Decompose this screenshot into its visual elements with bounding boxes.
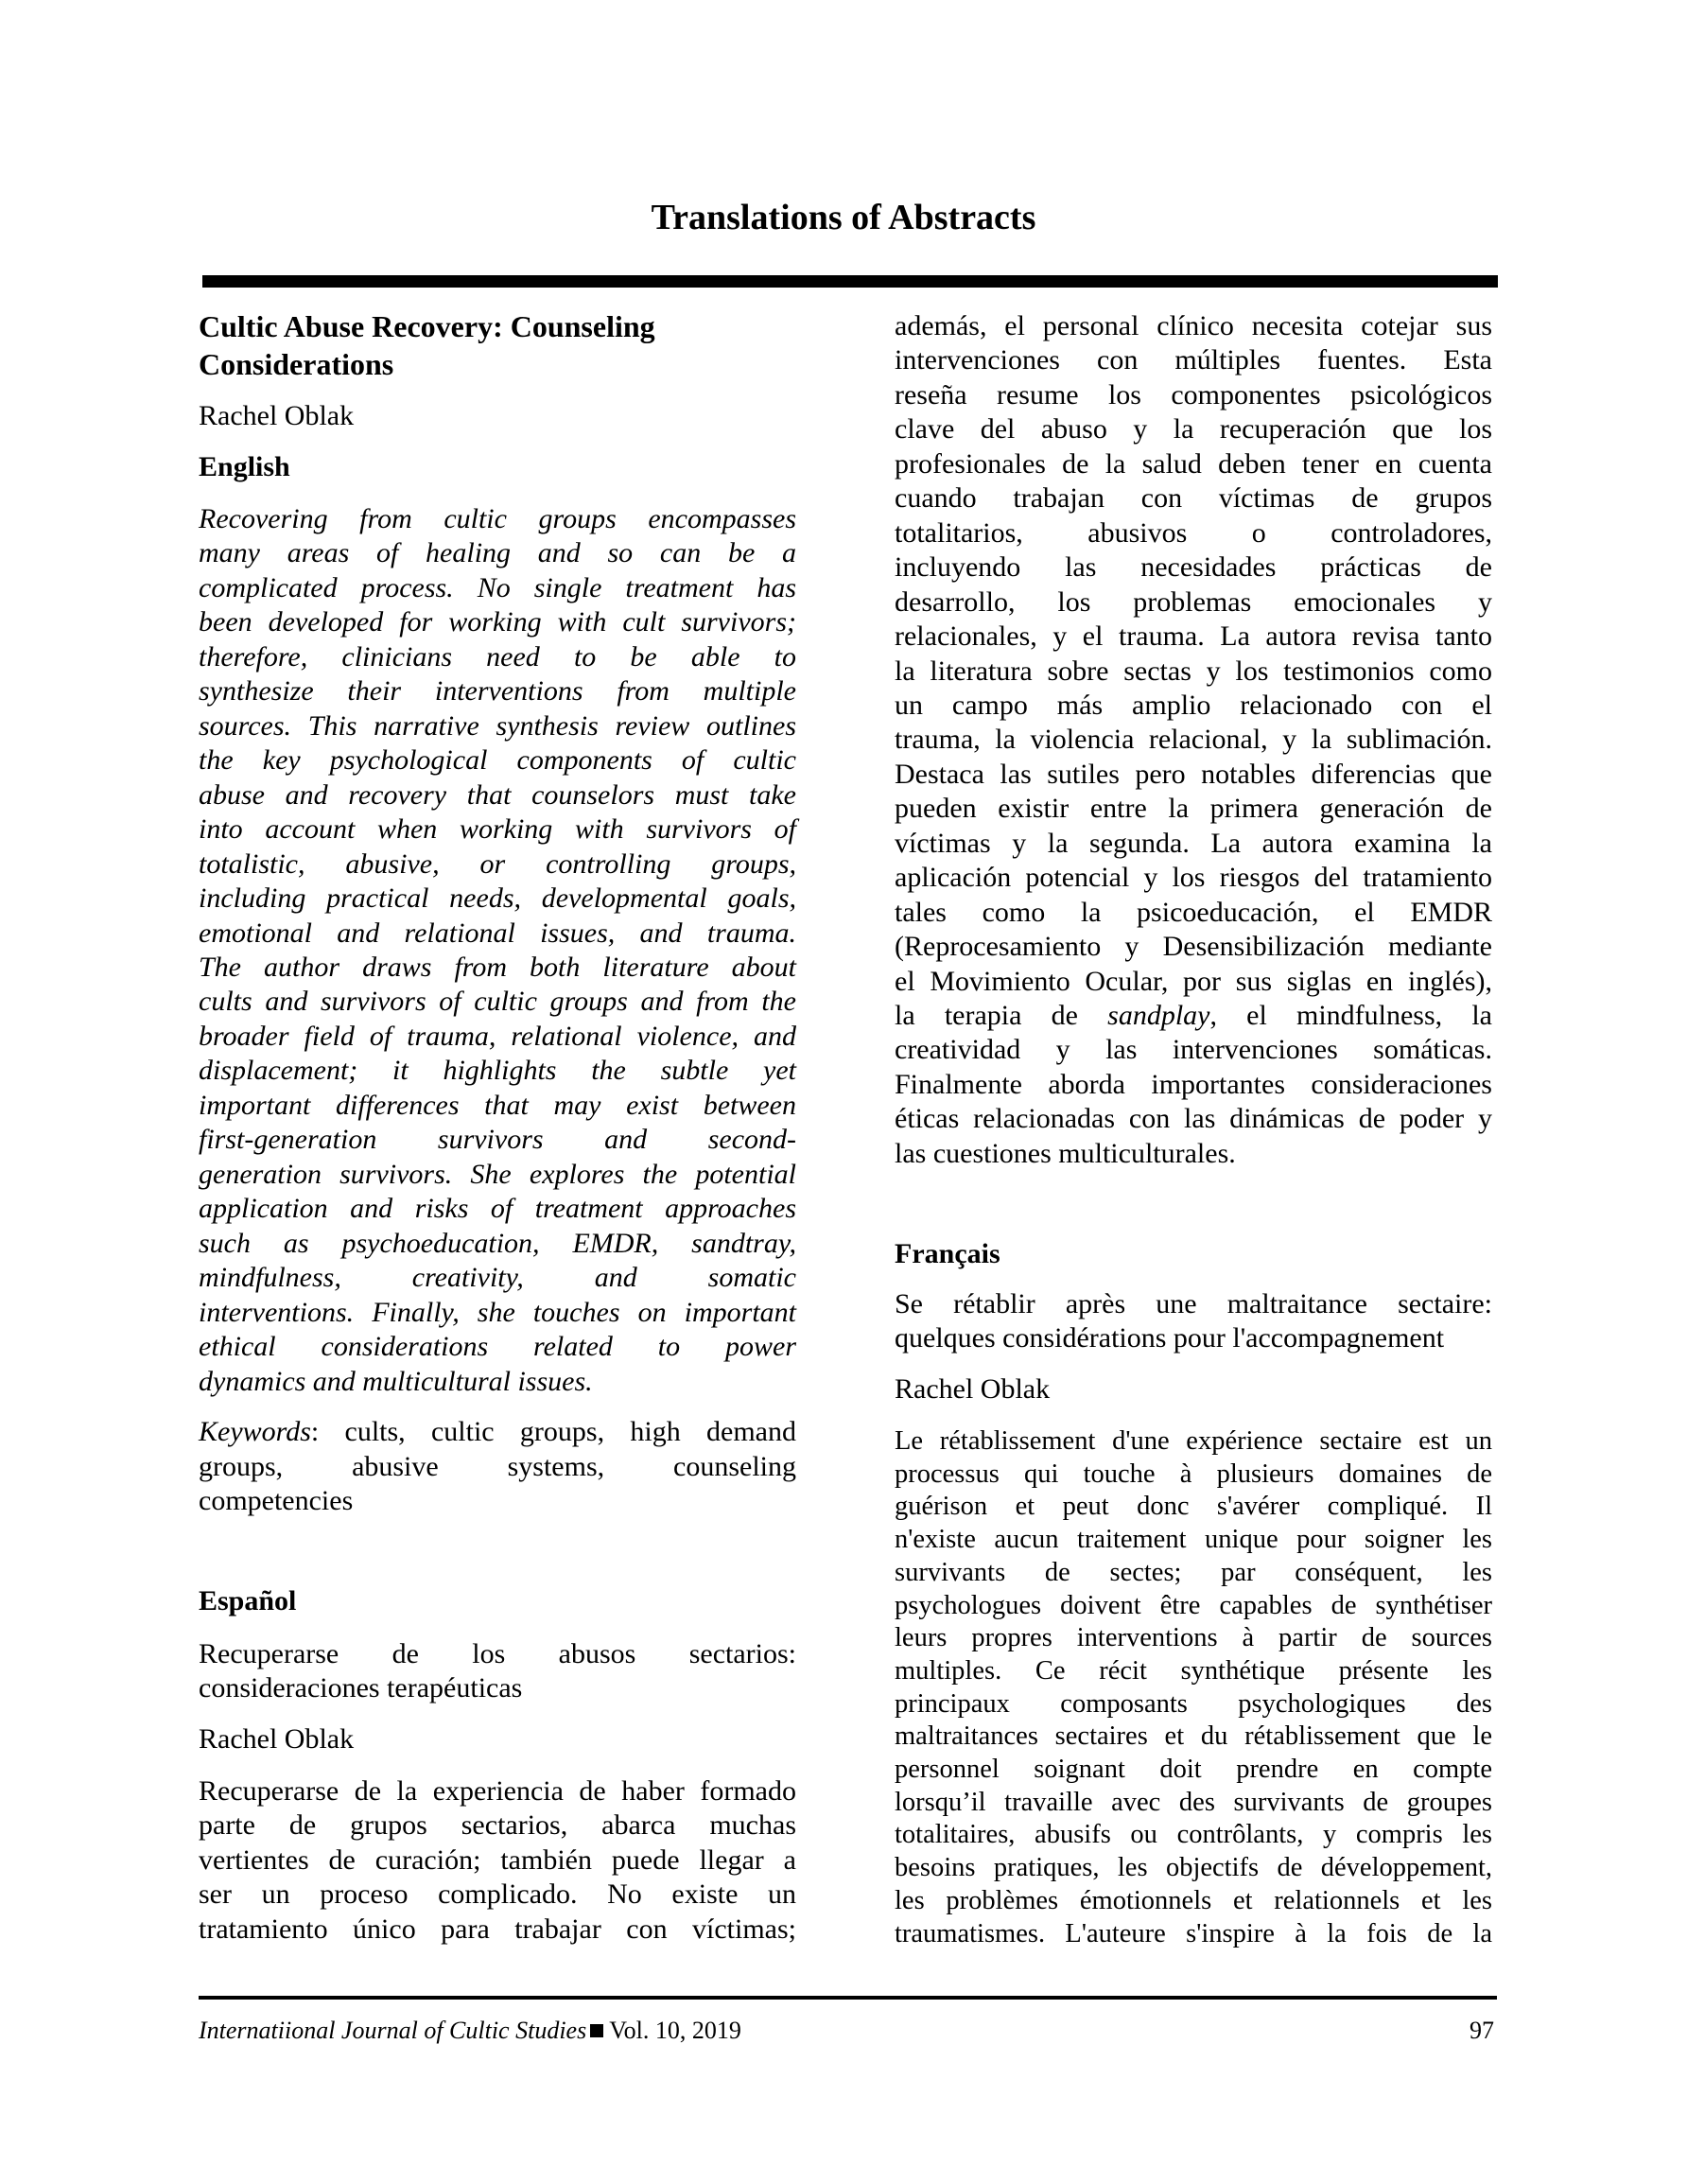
journal-name: Internatiional Journal of Cultic Studies [199,2017,587,2044]
keywords-line: competencies [199,1485,354,1516]
text-line: el Movimiento Ocular, por sus siglas en inglés), [895,965,1492,997]
text-line: first-generation survivors and second- [199,1124,796,1156]
text-line: survivants de sectes; par conséquent, les [895,1557,1492,1587]
text-line: desarrollo, los problemas emocionales y [895,585,1492,618]
article-title-line: Cultic Abuse Recovery: Counseling [199,309,655,343]
text-line: such as psychoeducation, EMDR, sandtray, [199,1227,796,1259]
text-line: Recovering from cultic groups encompasses [199,503,796,534]
text-line: Recuperarse de la experiencia de haber formado [199,1775,796,1807]
text-line: éticas relacionadas con las dinámicas de poder y [895,1103,1492,1135]
text-line: les problèmes émotionnels et relationnels et les [895,1885,1492,1915]
text-line: Finalmente aborda importantes consideraciones [895,1068,1492,1100]
spanish-title-line: consideraciones terapéuticas [199,1672,523,1704]
text-line: incluyendo las necesidades prácticas de [895,551,1492,584]
author-name: Rachel Oblak [199,400,355,431]
text-line: important differences that may exist between [199,1089,796,1121]
section-label-english: English [199,451,290,482]
text-line: trauma, la violencia relacional, y la sublimación. [895,724,1492,756]
text-line: clave del abuso y la recuperación que los [895,413,1492,446]
french-title-line: Se rétablir après une maltraitance sectaire: [895,1288,1492,1319]
text-line: intervenciones con múltiples fuentes. Esta [895,344,1492,376]
text-line: The author draws from both literature about [199,951,796,983]
text-line: dynamics and multicultural issues. [199,1365,593,1397]
keywords-label: Keywords [199,1416,311,1447]
text-line: broader field of trauma, relational violence, and [199,1020,796,1052]
text-line: tratamiento único para trabajar con víctimas; [199,1913,796,1945]
text-line: multiples. Ce récit synthétique présente les [895,1655,1492,1686]
text-line: into account when working with survivors of [199,813,796,846]
text-line: parte de grupos sectarios, abarca muchas [199,1809,796,1842]
section-label-french: Français [895,1238,1000,1269]
text-line: the key psychological components of cultic [199,744,796,777]
text-line: traumatismes. L'auteure s'inspire à la fois de la [895,1918,1492,1948]
text-line: maltraitances sectaires et du rétablissement que le [895,1721,1492,1752]
footer-rule [199,1996,1497,2000]
sandplay-term: sandplay [1107,1000,1210,1031]
text-line: complicated process. No single treatment has [199,571,796,603]
text-line: aplicación potencial y los riesgos del tratamiento [895,862,1492,894]
text-line: generation survivors. She explores the potential [199,1158,796,1190]
text-line: displacement; it highlights the subtle yet [199,1055,796,1087]
text-line: cuando trabajan con víctimas de grupos [895,482,1492,515]
text-line: tales como la psicoeducación, el EMDR [895,896,1492,928]
french-author-name: Rachel Oblak [895,1373,1051,1405]
text-line: n'existe aucun traitement unique pour soigner les [895,1525,1492,1555]
text-line: been developed for working with cult survivors; [199,606,796,638]
text-line: Destaca las sutiles pero notables diferencias que [895,758,1492,790]
text-line: la terapia de sandplay, el mindfulness, la [895,1000,1492,1031]
text-line: un campo más amplio relacionado con el [895,689,1492,721]
text-line: personnel soignant doit prendre en compte [895,1755,1492,1784]
keywords-line: groups, abusive systems, counseling [199,1450,796,1482]
keywords-line: Keywords: cults, cultic groups, high demand [199,1416,796,1447]
french-title-line: quelques considérations pour l'accompagnement [895,1322,1445,1354]
text-line: (Reprocesamiento y Desensibilización mediante [895,931,1492,963]
text-line: psychologues doivent être capables de synthétiser [895,1590,1492,1620]
text-line: therefore, clinicians need to be able to [199,640,796,673]
text-line: además, el personal clínico necesita cotejar sus [895,310,1492,341]
title-rule [202,275,1498,288]
text-line: cults and survivors of cultic groups and from the [199,986,796,1018]
footer-citation [199,2015,741,2047]
text-line: totalitaires, abusifs ou contrôlants, y compris les [895,1820,1492,1850]
text-line: relacionales, y el trauma. La autora revisa tanto [895,620,1492,653]
text-line: application and risks of treatment approaches [199,1193,796,1225]
text-line: lorsqu’il travaille avec des survivants de groupes [895,1787,1492,1817]
text-line: emotional and relational issues, and trauma. [199,917,796,949]
text-line: ethical considerations related to power [199,1331,796,1363]
page-number: 97 [1470,2017,1494,2044]
text-line: creatividad y las intervenciones somáticas. [895,1034,1492,1066]
text-line: víctimas y la segunda. La autora examina la [895,827,1492,859]
text-line: abuse and recovery that counselors must take [199,778,796,811]
text-line: synthesize their interventions from multiple [199,675,796,708]
text-line: la literatura sobre sectas y los testimonios como [895,655,1492,687]
text-line: many areas of healing and so can be a [199,537,796,569]
text-line: leurs propres interventions à partir de sources [895,1623,1492,1653]
text-line: including practical needs, developmental goals, [199,882,796,915]
article-title-line: Considerations [199,347,394,381]
spanish-author-name: Rachel Oblak [199,1723,355,1755]
text-line: sources. This narrative synthesis review outlines [199,709,796,742]
section-label-spanish: Español [199,1585,297,1616]
text-line: processus qui touche à plusieurs domaines de [895,1459,1492,1489]
text-line: totalitarios, abusivos o controladores, [895,516,1492,549]
text-line: mindfulness, creativity, and somatic [199,1262,796,1294]
text-line: ser un proceso complicado. No existe un [199,1878,796,1911]
text-line: totalistic, abusive, or controlling groups, [199,847,796,880]
page-title: Translations of Abstracts [651,198,1036,237]
text-line: interventions. Finally, she touches on important [199,1296,796,1328]
text-line: las cuestiones multiculturales. [895,1137,1236,1169]
text-line: guérison et peut donc s'avérer compliqué. Il [895,1492,1492,1522]
text-line: principaux composants psychologiques des [895,1688,1492,1719]
spanish-title-line: Recuperarse de los abusos sectarios: [199,1638,796,1669]
text-line: profesionales de la salud deben tener en cuenta [895,447,1492,480]
text-line: pueden existir entre la primera generación de [895,793,1492,825]
text-line: vertientes de curación; también puede llegar a [199,1843,796,1876]
text-line: reseña resume los componentes psicológicos [895,378,1492,411]
volume-info: Vol. 10, 2019 [609,2017,741,2044]
text-line: Le rétablissement d'une expérience sectaire est un [895,1426,1492,1456]
black-square-icon [590,2024,603,2037]
text-line: besoins pratiques, les objectifs de développement, [895,1853,1492,1883]
